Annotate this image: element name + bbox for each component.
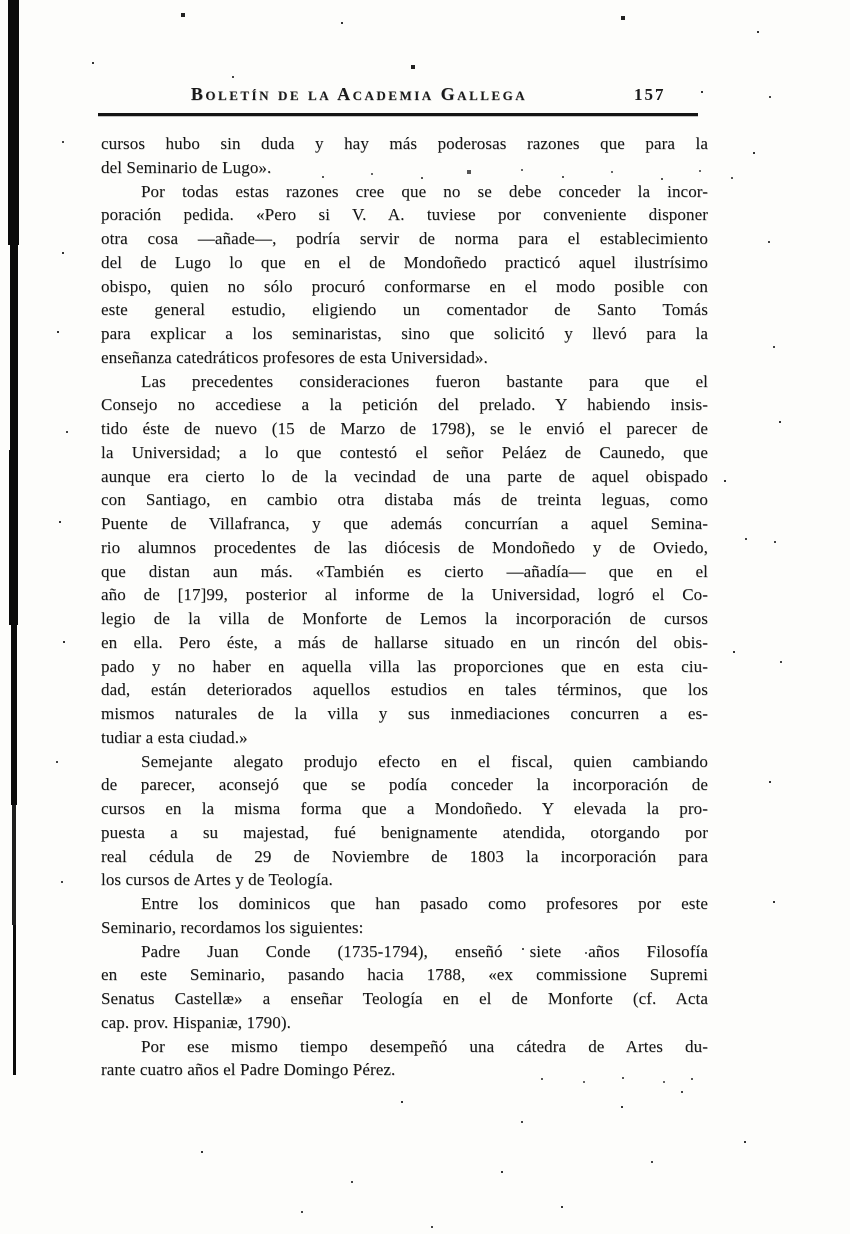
text-line: Senatus Castellæ» a enseñar Teología en el de Monforte (cf. Acta bbox=[101, 989, 708, 1008]
binding-shadow-segment bbox=[9, 450, 18, 625]
paragraph bbox=[101, 940, 708, 1035]
text-line: Entre los dominicos que han pasado como profesores por este bbox=[141, 894, 708, 913]
binding-shadow bbox=[0, 0, 30, 1234]
text-line: rio alumnos procedentes de las diócesis de Mondoñedo y de Oviedo, bbox=[101, 537, 708, 557]
text-line: año de [17]99, posterior al informe de la Universidad, logró el Co- bbox=[101, 585, 708, 605]
text-line: Consejo no accediese a la petición del prelado. Y habiendo insis- bbox=[101, 395, 708, 415]
text-line: aunque era cierto lo de la vecindad de una parte de aquel obispado bbox=[101, 466, 708, 486]
text-line: dad, están deteriorados aquellos estudios en tales términos, que los bbox=[101, 680, 708, 700]
text-line: pado y no haber en aquella villa las proporciones que en esta ciu- bbox=[101, 656, 708, 676]
paragraph bbox=[101, 180, 708, 370]
text-line: en ella. Pero éste, a más de hallarse situado en un rincón del obis- bbox=[101, 632, 708, 652]
binding-shadow-segment bbox=[13, 925, 16, 1075]
page-number: 157 bbox=[634, 85, 666, 104]
paragraph bbox=[101, 370, 708, 750]
running-header bbox=[100, 84, 708, 120]
binding-shadow-segment bbox=[8, 0, 19, 245]
binding-shadow-segment bbox=[12, 805, 16, 925]
text-line: Seminario, recordamos los siguientes: bbox=[101, 917, 364, 937]
text-line: del Seminario de Lugo». bbox=[101, 157, 272, 177]
text-line: rante cuatro años el Padre Domingo Pérez. bbox=[101, 1060, 396, 1080]
paragraph bbox=[101, 132, 708, 180]
binding-shadow-segment bbox=[10, 245, 18, 450]
text-line: puesta a su majestad, fué benignamente atendida, otorgando por bbox=[101, 822, 708, 842]
text-line: cursos hubo sin duda y hay más poderosas razones que para la bbox=[101, 134, 708, 153]
text-line: en este Seminario, pasando hacia 1788, «ex commissione Supremi bbox=[101, 965, 708, 985]
text-line: con Santiago, en cambio otra distaba más de treinta leguas, como bbox=[101, 490, 708, 510]
text-line: mismos naturales de la villa y sus inmediaciones concurren a es- bbox=[101, 704, 708, 723]
text-line: Puente de Villafranca, y que además concurrían a aquel Semina- bbox=[101, 514, 708, 533]
journal-title: Boletín de la Academia Gallega bbox=[190, 84, 528, 104]
text-line: la Universidad; a lo que contestó el señor Peláez de Caunedo, que bbox=[101, 442, 708, 462]
text-line: Las precedentes consideraciones fueron bastante para que el bbox=[141, 371, 708, 391]
text-line: que distan aun más. «También es cierto —añadía— que en el bbox=[101, 561, 708, 581]
text-line: tudiar a esta ciudad.» bbox=[101, 727, 248, 747]
paragraph bbox=[101, 750, 708, 893]
text-line: tido éste de nuevo (15 de Marzo de 1798), se le envió el parecer de bbox=[101, 419, 708, 438]
text-line: Semejante alegato produjo efecto en el fiscal, quien cambiando bbox=[141, 751, 708, 771]
text-line: Por ese mismo tiempo desempeñó una cátedra de Artes du- bbox=[141, 1036, 708, 1056]
text-line: este general estudio, eligiendo un comentador de Santo Tomás bbox=[101, 300, 708, 320]
text-line: de parecer, aconsejó que se podía conceder la incorporación de bbox=[101, 775, 708, 795]
text-line: cap. prov. Hispaniæ, 1790). bbox=[101, 1012, 291, 1032]
text-line: otra cosa —añade—, podría servir de norma para el establecimiento bbox=[101, 229, 708, 248]
text-line: Por todas estas razones cree que no se debe conceder la incor- bbox=[141, 181, 708, 201]
text-line: obispo, quien no sólo procuró conformarse en el modo posible con bbox=[101, 276, 708, 296]
text-line: los cursos de Artes y de Teología. bbox=[101, 870, 333, 890]
paragraph bbox=[101, 892, 708, 940]
body-text-block bbox=[101, 132, 708, 1082]
text-line: real cédula de 29 de Noviembre de 1803 la incorporación para bbox=[101, 846, 708, 866]
text-line: poración pedida. «Pero si V. A. tuviese por conveniente disponer bbox=[101, 205, 708, 225]
scan-speckles bbox=[0, 0, 2, 2]
binding-shadow-segment bbox=[11, 625, 17, 805]
text-line: cursos en la misma forma que a Mondoñedo. Y elevada la pro- bbox=[101, 799, 708, 818]
paragraph bbox=[101, 1035, 708, 1083]
header-rule bbox=[98, 113, 698, 116]
text-line: para explicar a los seminaristas, sino que solicitó y llevó para la bbox=[101, 324, 708, 343]
text-line: legio de la villa de Monforte de Lemos la incorporación de cursos bbox=[101, 609, 708, 628]
text-line: del de Lugo lo que en el de Mondoñedo practicó aquel ilustrísimo bbox=[101, 252, 708, 272]
text-line: Padre Juan Conde (1735-1794), enseñó siete años Filosofía bbox=[141, 941, 708, 961]
text-line: enseñanza catedráticos profesores de esta Universidad». bbox=[101, 347, 488, 367]
